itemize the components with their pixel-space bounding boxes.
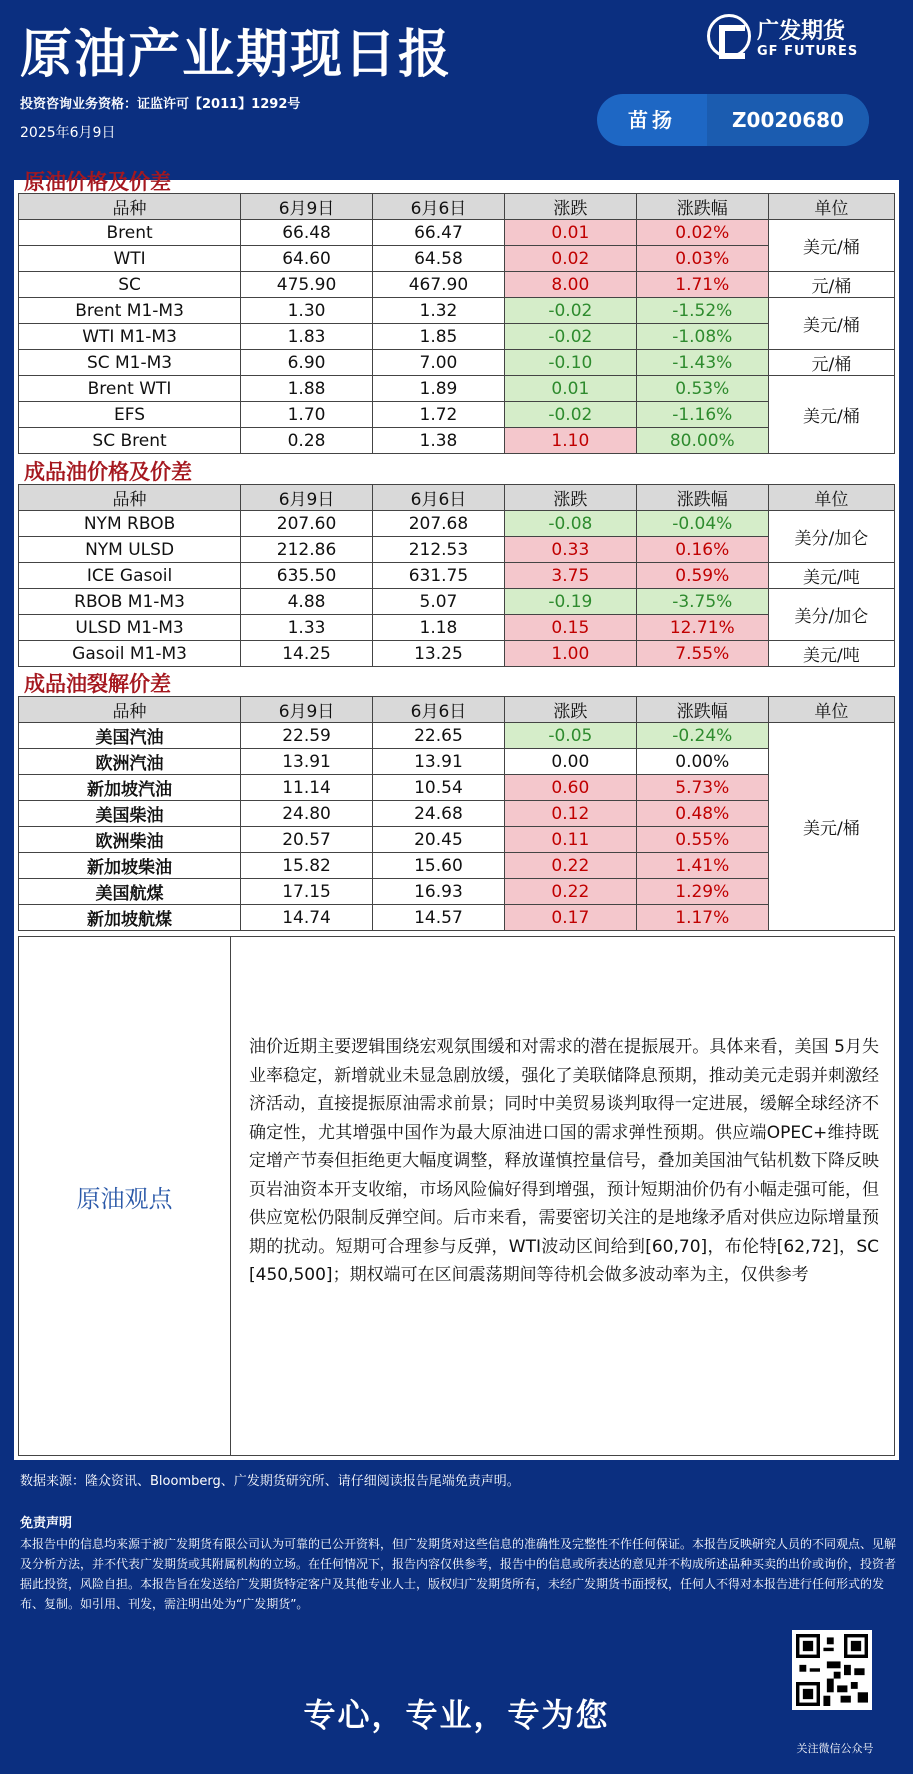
column-header: 单位 [768,194,894,220]
change-pct: 0.16% [636,537,768,563]
value-jun6: 66.47 [373,220,505,246]
change-value: 0.12 [504,801,636,827]
row-name: 美国汽油 [19,723,241,749]
value-jun6: 1.32 [373,298,505,324]
value-jun9: 1.30 [241,298,373,324]
value-jun9: 64.60 [241,246,373,272]
change-value: 0.60 [504,775,636,801]
value-jun9: 15.82 [241,853,373,879]
crude-price-table [18,193,895,454]
column-header: 6月9日 [241,697,373,723]
value-jun9: 0.28 [241,428,373,454]
column-header: 涨跌幅 [636,485,768,511]
crude-view-label: 原油观点 [19,937,231,1455]
value-jun9: 4.88 [241,589,373,615]
row-name: ULSD M1-M3 [19,615,241,641]
table-row [19,537,895,563]
change-value: 1.00 [504,641,636,667]
table-row [19,879,895,905]
table-row [19,246,895,272]
change-value: -0.19 [504,589,636,615]
column-header: 品种 [19,697,241,723]
unit-cell: 美分/加仑 [768,589,894,641]
column-header: 6月6日 [373,697,505,723]
column-header: 6月6日 [373,194,505,220]
value-jun6: 1.89 [373,376,505,402]
value-jun9: 212.86 [241,537,373,563]
row-name: NYM ULSD [19,537,241,563]
table-header-row [19,697,895,723]
row-name: RBOB M1-M3 [19,589,241,615]
change-pct: 0.03% [636,246,768,272]
unit-cell: 美元/桶 [768,723,894,931]
column-header: 6月9日 [241,485,373,511]
value-jun6: 13.91 [373,749,505,775]
value-jun9: 475.90 [241,272,373,298]
change-value: -0.02 [504,298,636,324]
unit-cell: 元/桶 [768,272,894,298]
table-row [19,641,895,667]
change-pct: 7.55% [636,641,768,667]
value-jun9: 17.15 [241,879,373,905]
value-jun9: 13.91 [241,749,373,775]
change-pct: 0.59% [636,563,768,589]
column-header: 涨跌 [504,485,636,511]
value-jun6: 467.90 [373,272,505,298]
column-header: 涨跌 [504,697,636,723]
column-header: 单位 [768,485,894,511]
change-pct: 1.29% [636,879,768,905]
slogan: 专心，专业，专为您 [303,1696,610,1734]
section-title-products: 成品油价格及价差 [24,460,192,484]
change-value: 0.22 [504,853,636,879]
unit-cell: 美元/吨 [768,641,894,667]
column-header: 6月6日 [373,485,505,511]
value-jun6: 5.07 [373,589,505,615]
disclaimer-title: 免责声明 [20,1516,73,1531]
table-row [19,428,895,454]
change-value: 0.11 [504,827,636,853]
table-row [19,272,895,298]
value-jun6: 14.57 [373,905,505,931]
row-name: 欧洲汽油 [19,749,241,775]
value-jun9: 11.14 [241,775,373,801]
report-card [14,170,899,1460]
table-row [19,511,895,537]
change-pct: 12.71% [636,615,768,641]
change-pct: 5.73% [636,775,768,801]
change-pct: 0.53% [636,376,768,402]
change-value: 0.22 [504,879,636,905]
value-jun9: 24.80 [241,801,373,827]
value-jun9: 14.74 [241,905,373,931]
unit-cell: 美元/桶 [768,376,894,454]
value-jun6: 631.75 [373,563,505,589]
value-jun6: 7.00 [373,350,505,376]
value-jun6: 16.93 [373,879,505,905]
value-jun6: 10.54 [373,775,505,801]
row-name: SC [19,272,241,298]
value-jun6: 1.72 [373,402,505,428]
row-name: SC M1-M3 [19,350,241,376]
crude-view-box [18,936,895,1456]
unit-cell: 元/桶 [768,350,894,376]
table-row [19,749,895,775]
report-header [0,0,913,168]
section-title-cracks: 成品油裂解价差 [24,672,171,696]
value-jun9: 6.90 [241,350,373,376]
change-value: 8.00 [504,272,636,298]
column-header: 涨跌幅 [636,194,768,220]
change-pct: 0.55% [636,827,768,853]
author-badge [597,94,869,146]
table-row [19,827,895,853]
report-title: 原油产业期现日报 [20,25,453,85]
row-name: WTI M1-M3 [19,324,241,350]
change-pct: -1.08% [636,324,768,350]
license-text: 投资咨询业务资格：证监许可【2011】1292号 [20,97,301,112]
unit-cell: 美分/加仑 [768,511,894,563]
row-name: Brent WTI [19,376,241,402]
crude-view-text: 油价近期主要逻辑围绕宏观氛围缓和对需求的潜在提振展开。具体来看，美国 5月失业率稳定，新增就业未显急剧放缓，强化了美联储降息预期，推动美元走弱并刺激经济活动，直接提振原油需求前景；同时中美贸易谈判取得一定进展，缓解全球经济不确定性，尤其增强中国作为最大原油进口国的需求弹性预期。供应端OPEC+维持既定增产节奏但拒绝更大幅度调整，释放谨慎控量信号，叠加美国油气钻机数下降反映页岩油资本开支收缩，市场风险偏好得到增强，预计短期油价仍有小幅走强可能，但供应宽松仍限制反弹空间。后市来看，需要密切关注的是地缘矛盾对供应边际增量预期的扰动。短期可合理参与反弹，WTI波动区间给到[60,70]，布伦特[62,72]，SC [450,500]；期权端可在区间震荡期间等待机会做多波动率为主，仅供参考 [249,1037,879,1285]
author-name: 苗扬 [628,108,676,132]
unit-cell: 美元/吨 [768,563,894,589]
value-jun6: 24.68 [373,801,505,827]
value-jun9: 1.33 [241,615,373,641]
unit-cell: 美元/桶 [768,298,894,350]
table-row [19,324,895,350]
change-value: 0.02 [504,246,636,272]
row-name: SC Brent [19,428,241,454]
table-row [19,298,895,324]
table-row [19,376,895,402]
change-pct: 0.02% [636,220,768,246]
change-value: -0.02 [504,324,636,350]
report-date: 2025年6月9日 [20,125,116,141]
table-row [19,615,895,641]
value-jun6: 22.65 [373,723,505,749]
change-pct: -1.16% [636,402,768,428]
change-pct: 1.17% [636,905,768,931]
qr-code-icon [796,1634,868,1706]
change-pct: -1.52% [636,298,768,324]
row-name: 欧洲柴油 [19,827,241,853]
column-header: 品种 [19,485,241,511]
row-name: NYM RBOB [19,511,241,537]
table-row [19,775,895,801]
qr-caption: 关注微信公众号 [796,1742,874,1755]
value-jun9: 207.60 [241,511,373,537]
change-pct: -3.75% [636,589,768,615]
change-pct: 1.71% [636,272,768,298]
table-header-row [19,194,895,220]
change-pct: -0.24% [636,723,768,749]
column-header: 品种 [19,194,241,220]
value-jun6: 207.68 [373,511,505,537]
wechat-qr-code[interactable] [792,1630,872,1710]
table-row [19,402,895,428]
gf-logo-icon [707,14,751,58]
value-jun9: 1.70 [241,402,373,428]
disclaimer-text: 本报告中的信息均来源于被广发期货有限公司认为可靠的已公开资料，但广发期货对这些信息的准确性及完整性不作任何保证。本报告反映研究人员的不同观点、见解及分析方法，并不代表广发期货或其附属机构的立场。在任何情况下，报告内容仅供参考，报告中的信息或所表达的意见并不构成所述品种买卖的出价或询价，投资者据此投资，风险自担。本报告旨在发送给广发期货特定客户及其他专业人士，版权归广发期货所有，未经广发期货书面授权，任何人不得对本报告进行任何形式的发布、复制。如引用、刊发，需注明出处为“广发期货”。 [20,1537,897,1611]
logo-cn-text: 广发期货 [757,19,846,44]
value-jun9: 1.83 [241,324,373,350]
change-value: 3.75 [504,563,636,589]
change-pct: -1.43% [636,350,768,376]
table-row [19,723,895,749]
value-jun6: 1.85 [373,324,505,350]
table-row [19,853,895,879]
change-value: 0.17 [504,905,636,931]
row-name: Gasoil M1-M3 [19,641,241,667]
value-jun6: 1.18 [373,615,505,641]
change-value: 0.15 [504,615,636,641]
change-value: 0.01 [504,376,636,402]
change-pct: 1.41% [636,853,768,879]
table-row [19,905,895,931]
change-value: 0.00 [504,749,636,775]
value-jun6: 13.25 [373,641,505,667]
table-row [19,220,895,246]
row-name: 美国航煤 [19,879,241,905]
value-jun9: 20.57 [241,827,373,853]
value-jun9: 66.48 [241,220,373,246]
change-value: 1.10 [504,428,636,454]
column-header: 涨跌 [504,194,636,220]
author-code: Z0020680 [707,94,869,146]
change-value: -0.10 [504,350,636,376]
row-name: 新加坡汽油 [19,775,241,801]
row-name: 新加坡柴油 [19,853,241,879]
change-value: 0.33 [504,537,636,563]
change-value: 0.01 [504,220,636,246]
gf-futures-logo [707,12,893,64]
change-value: -0.05 [504,723,636,749]
change-value: -0.08 [504,511,636,537]
value-jun9: 22.59 [241,723,373,749]
value-jun6: 20.45 [373,827,505,853]
table-header-row [19,485,895,511]
row-name: Brent [19,220,241,246]
value-jun9: 14.25 [241,641,373,667]
row-name: EFS [19,402,241,428]
value-jun9: 635.50 [241,563,373,589]
value-jun6: 64.58 [373,246,505,272]
table-row [19,563,895,589]
table-row [19,589,895,615]
table-row [19,350,895,376]
crack-spread-table [18,696,895,931]
row-name: ICE Gasoil [19,563,241,589]
change-pct: -0.04% [636,511,768,537]
products-price-table [18,484,895,667]
row-name: 新加坡航煤 [19,905,241,931]
row-name: 美国柴油 [19,801,241,827]
row-name: WTI [19,246,241,272]
value-jun6: 15.60 [373,853,505,879]
change-pct: 0.48% [636,801,768,827]
section-title-crude: 原油价格及价差 [24,170,171,194]
data-source: 数据来源：隆众资讯、Bloomberg、广发期货研究所、请仔细阅读报告尾端免责声明。 [20,1474,520,1489]
change-pct: 80.00% [636,428,768,454]
unit-cell: 美元/桶 [768,220,894,272]
column-header: 6月9日 [241,194,373,220]
logo-en-text: GF FUTURES [757,44,859,59]
column-header: 涨跌幅 [636,697,768,723]
table-row [19,801,895,827]
value-jun6: 212.53 [373,537,505,563]
change-pct: 0.00% [636,749,768,775]
value-jun9: 1.88 [241,376,373,402]
change-value: -0.02 [504,402,636,428]
value-jun6: 1.38 [373,428,505,454]
column-header: 单位 [768,697,894,723]
row-name: Brent M1-M3 [19,298,241,324]
